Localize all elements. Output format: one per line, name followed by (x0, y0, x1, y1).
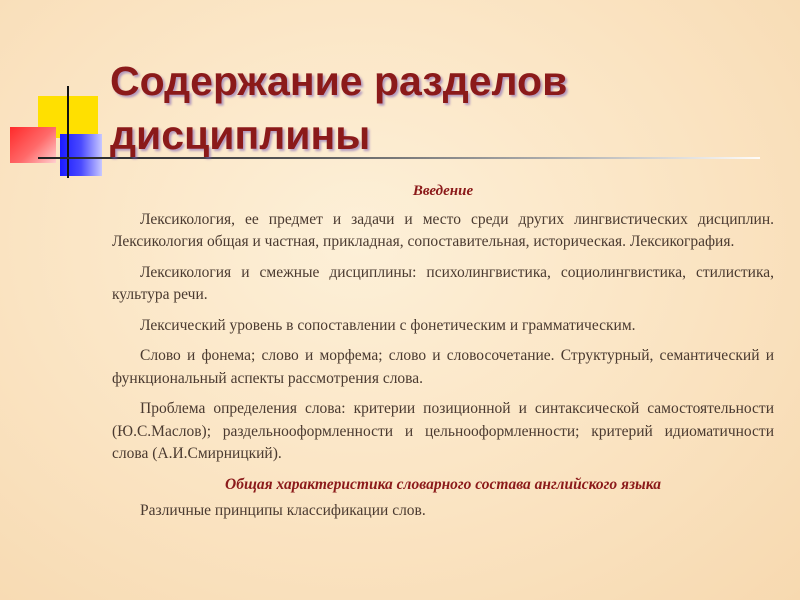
paragraph: Слово и фонема; слово и морфема; слово и словосочетание. Структурный, семантический и функциональный аспекты рассмотрения слова. (112, 347, 774, 387)
section-heading-vocabulary: Общая характеристика словарного состава английского языка (225, 475, 661, 493)
section-heading-intro: Введение (412, 183, 474, 199)
paragraph: Проблема определения слова: критерии позиционной и синтаксической самостоятельности (Ю.С.Маслов); раздельнооформленности и цельнооформленности; критерий идиоматичности слова (А.И.Смирницкий). (112, 400, 774, 462)
paragraph: Лексикология и смежные дисциплины: психолингвистика, социолингвистика, стилистика, культура речи. (112, 263, 774, 303)
paragraph: Лексикология, ее предмет и задачи и место среди других лингвистических дисциплин. Лексикология общая и частная, прикладная, сопоставительная, историческая. Лексикография. (112, 210, 774, 250)
paragraph: Лексический уровень в сопоставлении с фонетическим и грамматическим. (140, 316, 636, 334)
slide-content (112, 180, 774, 531)
slide-title: Содержание разделов дисциплины (110, 58, 568, 158)
paragraph: Различные принципы классификации слов. (140, 502, 426, 519)
decor-vertical-line (67, 86, 69, 178)
